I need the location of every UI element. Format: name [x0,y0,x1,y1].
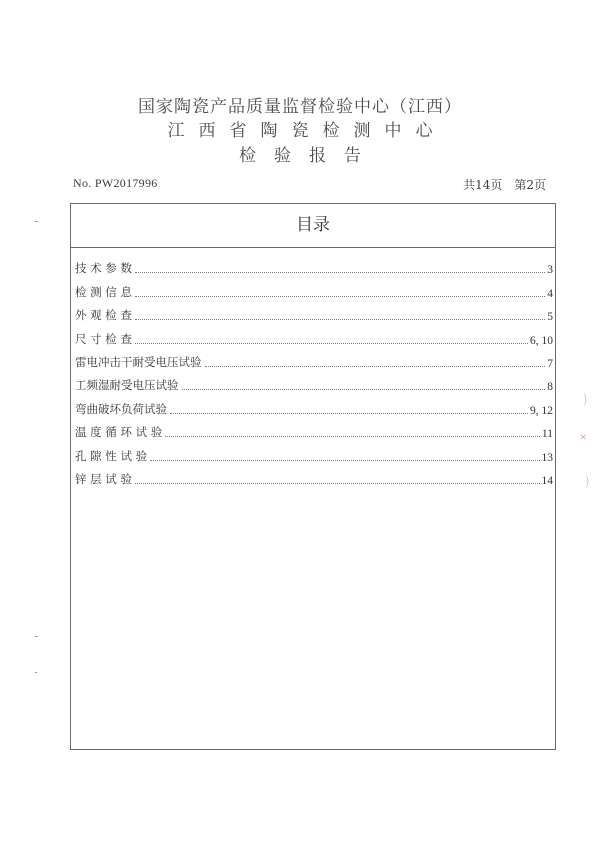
toc-leader-dots [182,389,546,390]
toc-item-page: 7 [547,357,553,370]
report-number: No. PW2017996 [73,176,158,190]
toc-item[interactable] [75,323,553,346]
toc-item-label: 雷电冲击干耐受电压试验 [75,354,202,369]
toc-item-label: 尺 寸 检 查 [75,331,132,346]
toc-item[interactable] [75,440,553,463]
toc-item-page: 9, 12 [530,404,553,417]
toc-item-label: 温 度 循 环 试 验 [75,425,163,440]
total-pages: 共14页 [463,178,503,192]
toc-item-label: 锌 层 试 验 [75,471,132,486]
toc-item-label: 技 术 参 数 [75,261,132,276]
page-info [463,176,546,193]
toc-item-page: 3 [547,264,553,277]
toc-leader-dots [170,413,528,414]
institution-name: 国家陶瓷产品质量监督检验中心（江西） [138,97,462,117]
toc-item-page: 11 [541,428,553,441]
toc-item[interactable] [75,393,553,416]
toc-item-label: 孔 隙 性 试 验 [75,448,148,463]
toc-leader-dots [135,483,540,484]
toc-leader-dots [135,343,528,344]
toc-list [75,253,553,487]
toc-item-page: 6, 10 [530,334,553,347]
toc-item-label: 外 观 检 查 [75,308,132,323]
toc-item-page: 5 [547,311,553,324]
toc-item-page: 13 [541,451,553,464]
current-page: 第2页 [514,178,546,192]
seam-stamp-fragment-icon: ⌒ [573,474,589,489]
toc-item-label: 检 测 信 息 [75,284,132,299]
toc-leader-dots [205,366,546,367]
toc-item-label: 工频湿耐受电压试验 [75,378,179,393]
toc-item[interactable] [75,300,553,323]
report-title: 检验报告 [239,146,379,166]
toc-item[interactable] [75,347,553,370]
toc-item-page: 8 [547,381,553,394]
toc-item-label: 弯曲破坏负荷试验 [75,401,167,416]
toc-leader-dots [135,272,545,273]
scan-mark [35,672,37,673]
toc-leader-dots [165,436,540,437]
toc-item[interactable] [75,253,553,276]
seam-stamp-fragment-icon: ⌒ [571,392,587,407]
toc-leader-dots [135,319,545,320]
seam-stamp-fragment-icon: ✕ [576,433,587,441]
toc-leader-dots [135,296,545,297]
toc-title: 目录 [71,204,555,248]
toc-item-page: 14 [541,474,553,487]
toc-item[interactable] [75,276,553,299]
toc-frame [70,203,556,750]
toc-item[interactable] [75,370,553,393]
scan-mark [35,636,38,637]
toc-item-page: 4 [547,287,553,300]
scan-mark [35,221,38,222]
toc-leader-dots [150,460,539,461]
center-name: 江西省陶瓷检测中心 [167,121,447,141]
toc-item[interactable] [75,464,553,487]
toc-item[interactable] [75,417,553,440]
